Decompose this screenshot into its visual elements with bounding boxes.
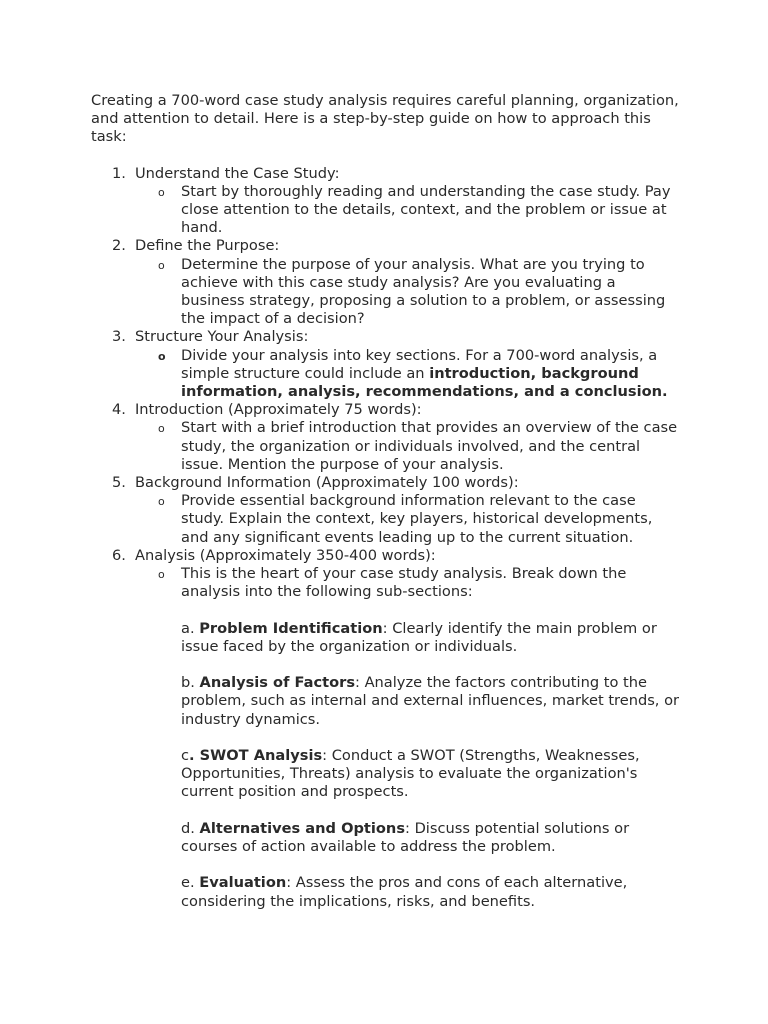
sub-item-text-plain: Divide your analysis into key sections. For a 700-word analysis, a simple structure could include an <box>181 346 658 382</box>
sub-list <box>135 256 691 329</box>
steps-list <box>91 165 691 911</box>
subsection-body: : Clearly identify the main problem or issue faced by the organization or individuals. <box>181 619 657 655</box>
step-title: Understand the Case Study: <box>135 164 340 182</box>
sub-item-text: Determine the purpose of your analysis. What are you trying to achieve with this case study analysis? Are you evaluating a business strategy, proposing a solution to a problem, or assessing the impact of a decision? <box>181 255 666 328</box>
step-title: Analysis (Approximately 350-400 words): <box>135 546 436 564</box>
subsection-prefix: b. <box>181 674 200 692</box>
sub-item <box>135 419 681 474</box>
subsection-prefix: a. <box>181 619 200 637</box>
intro-paragraph: Creating a 700-word case study analysis requires careful planning, organization, and attention to detail. Here is a step-by-step guide on how to approach this task: <box>91 92 679 146</box>
step-item <box>91 328 691 401</box>
hollow-bullet-icon: o <box>158 349 166 363</box>
subsection-problem-identification <box>181 620 681 656</box>
sub-list <box>135 419 691 474</box>
step-item <box>91 401 691 474</box>
subsection-prefix: e. <box>181 874 200 892</box>
step-item <box>91 165 691 238</box>
subsection-body: : Assess the pros and cons of each alternative, considering the implications, risks, and benefits. <box>181 874 628 910</box>
step-number: 2. <box>112 237 126 255</box>
step-item <box>91 474 691 547</box>
document-page <box>91 92 691 911</box>
hollow-bullet-icon: o <box>158 422 165 436</box>
sub-list <box>135 565 691 911</box>
subsection-evaluation <box>181 874 681 910</box>
subsection-body: : Discuss potential solutions or courses of action available to address the problem. <box>181 819 630 856</box>
sub-item <box>135 347 681 402</box>
sub-item-text-bold: introduction, background information, analysis, recommendations, and a conclusion. <box>181 364 668 401</box>
step-title: Introduction (Approximately 75 words): <box>135 401 422 419</box>
sub-list <box>135 183 691 238</box>
subsection-body: : Conduct a SWOT (Strengths, Weaknesses, Opportunities, Threats) analysis to evaluate the organization's current position and prospects. <box>181 747 640 801</box>
step-number: 5. <box>112 474 126 492</box>
sub-item-text <box>181 347 681 402</box>
hollow-bullet-icon: o <box>158 495 165 509</box>
subsection-swot-analysis <box>181 747 681 802</box>
sub-item <box>135 492 681 547</box>
step-item <box>91 237 691 328</box>
step-number: 3. <box>112 328 126 346</box>
step-title: Define the Purpose: <box>135 237 280 255</box>
hollow-bullet-icon: o <box>158 185 165 199</box>
sub-item <box>135 256 681 329</box>
sub-item-text: Start with a brief introduction that provides an overview of the case study, the organization or individuals involved, and the central issue. Mention the purpose of your analysis. <box>181 419 678 473</box>
step-number: 1. <box>112 164 126 182</box>
step-number: 4. <box>112 401 126 419</box>
subsection-heading: Evaluation <box>199 874 287 892</box>
sub-list <box>135 492 691 547</box>
sub-item-text: Start by thoroughly reading and understanding the case study. Pay close attention to the details, context, and the problem or issue at hand. <box>181 182 671 237</box>
sub-item-text: This is the heart of your case study analysis. Break down the analysis into the following sub-sections: <box>181 565 627 601</box>
step-number: 6. <box>112 546 126 564</box>
subsection-heading: Alternatives and Options <box>199 819 406 837</box>
hollow-bullet-icon: o <box>158 568 165 582</box>
hollow-bullet-icon: o <box>158 258 165 272</box>
step-item <box>91 547 691 911</box>
subsection-heading: Analysis of Factors <box>199 674 356 692</box>
subsection-analysis-of-factors <box>181 674 681 729</box>
subsection-body: : Analyze the factors contributing to the problem, such as internal and external influences, market trends, or industry dynamics. <box>181 674 680 728</box>
sub-item <box>135 183 681 238</box>
sub-item-text: Provide essential background information relevant to the case study. Explain the context, key players, historical developments, and any significant events leading up to the current situation. <box>181 492 653 546</box>
subsection-prefix: c <box>181 747 190 765</box>
step-title: Structure Your Analysis: <box>135 328 309 346</box>
subsection-heading: . SWOT Analysis <box>189 747 323 765</box>
subsection-heading: Problem Identification <box>199 619 383 637</box>
sub-list <box>135 347 691 402</box>
sub-item <box>135 565 681 911</box>
subsection-prefix: d. <box>181 819 200 837</box>
subsection-alternatives-and-options <box>181 820 681 856</box>
step-title: Background Information (Approximately 100 words): <box>135 474 519 492</box>
